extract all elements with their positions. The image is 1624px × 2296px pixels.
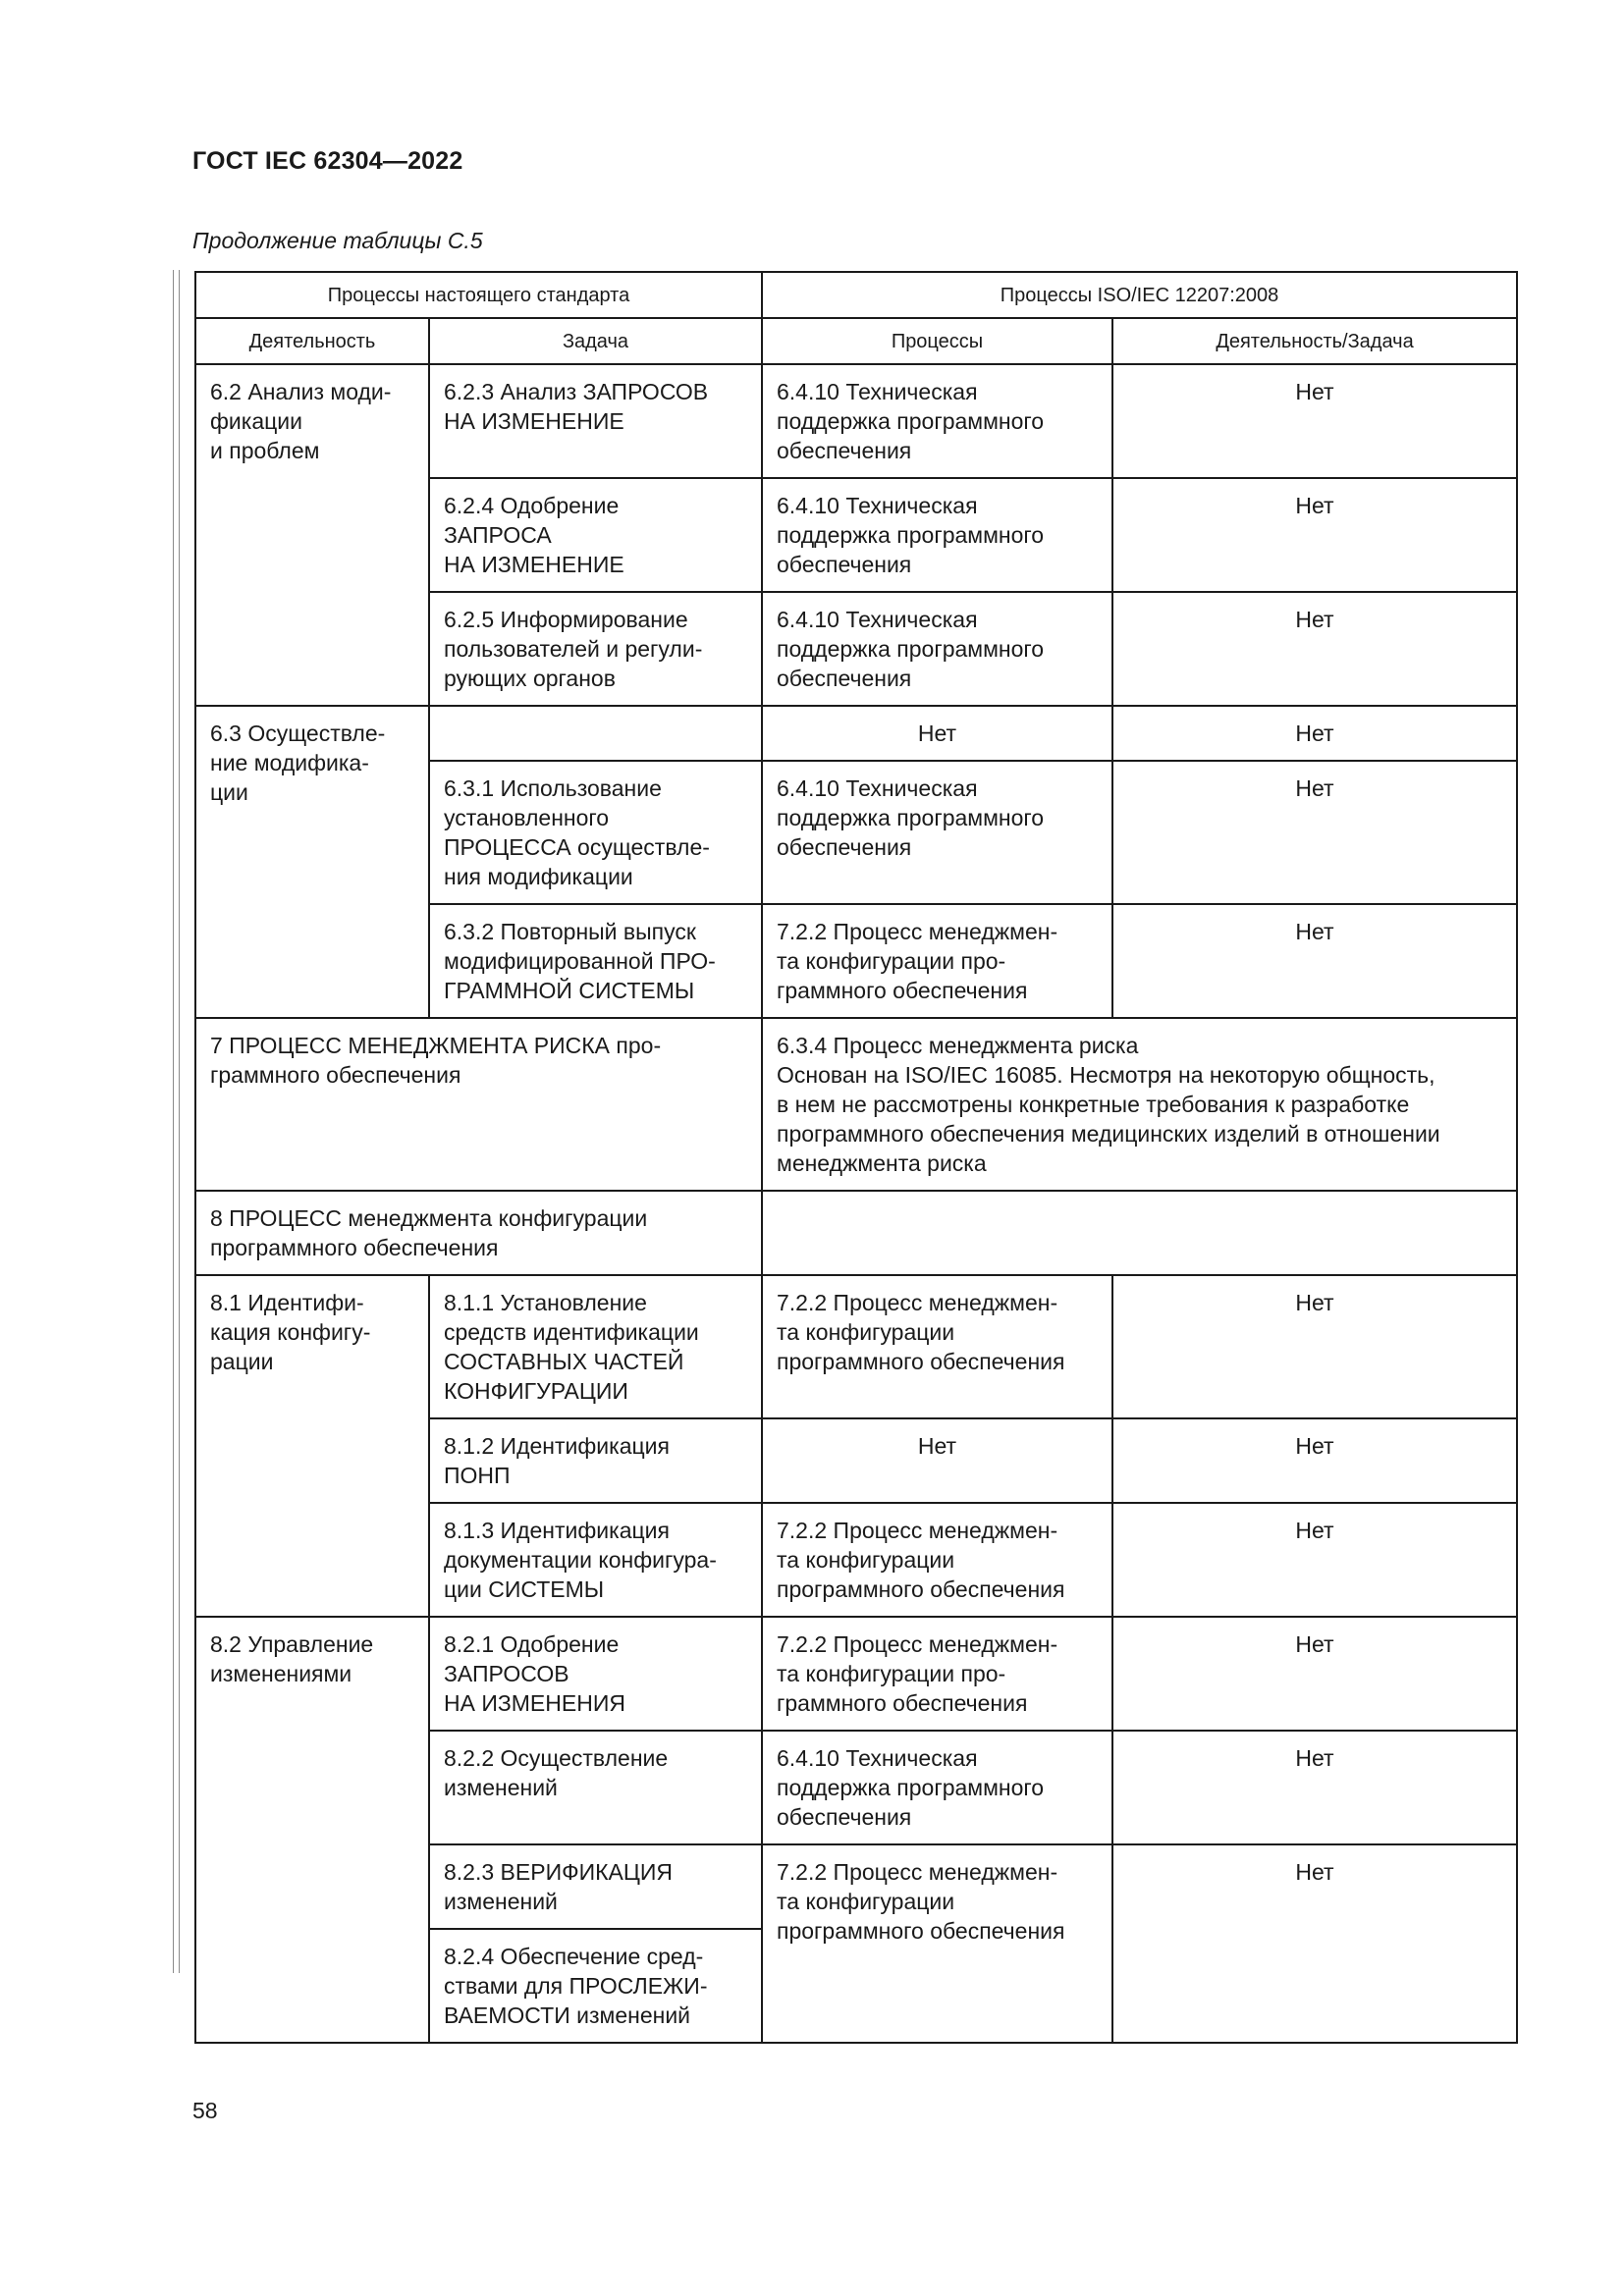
cell-text-line: 6.3.2 Повторный выпуск xyxy=(444,919,696,944)
activity-task-cell: Нет xyxy=(1112,1275,1517,1418)
activity-task-cell: Нет xyxy=(1112,1844,1517,2043)
process-cell xyxy=(762,1731,1112,1844)
comparison-table xyxy=(194,271,1518,2044)
cell-text-line: 7.2.2 Процесс менеджмен- xyxy=(777,1859,1058,1885)
activity-task-cell: Нет xyxy=(1112,761,1517,904)
cell-text-line: фикации xyxy=(210,408,302,434)
cell-text-line: программного обеспечения xyxy=(777,1918,1065,1944)
cell-text-line: ПОНП xyxy=(444,1463,511,1488)
task-cell xyxy=(429,1929,762,2043)
cell-text-line: 7.2.2 Процесс менеджмен- xyxy=(777,1518,1058,1543)
cell-text-line: ние модифика- xyxy=(210,750,369,775)
cell-text-line: поддержка программного xyxy=(777,805,1045,830)
activity-task-cell: Нет xyxy=(1112,904,1517,1018)
activity-task-cell: Нет xyxy=(1112,364,1517,478)
process-cell xyxy=(762,1617,1112,1731)
activity-task-cell: Нет xyxy=(1112,706,1517,761)
cell-text-line: 6.2.5 Информирование xyxy=(444,607,688,632)
header-group-row xyxy=(195,272,1517,318)
table-row xyxy=(195,1191,1517,1275)
cell-text-line: изменений xyxy=(444,1775,558,1800)
cell-text-line: программного обеспечения xyxy=(777,1576,1065,1602)
cell-text-line: обеспечения xyxy=(777,834,912,860)
cell-text-line: граммного обеспечения xyxy=(777,1690,1028,1716)
cell-text-line: обеспечения xyxy=(777,1804,912,1830)
task-cell xyxy=(429,1617,762,1731)
risk-process-cell xyxy=(195,1018,762,1191)
table-row xyxy=(195,1617,1517,1731)
cell-text-line: в нем не рассмотрены конкретные требования к разработке xyxy=(777,1092,1410,1117)
cell-text-line: ВАЕМОСТИ изменений xyxy=(444,2002,691,2028)
cell-text-line: 6.2.3 Анализ ЗАПРОСОВ xyxy=(444,379,709,404)
cell-text-line: 8.2.3 ВЕРИФИКАЦИЯ xyxy=(444,1859,674,1885)
column-header-activity: Деятельность xyxy=(195,318,429,364)
process-cell xyxy=(762,364,1112,478)
risk-process-iso-cell xyxy=(762,1018,1517,1191)
cell-text-line: 8 ПРОЦЕСС менеджмента конфигурации xyxy=(210,1205,648,1231)
cell-text-line: программного обеспечения xyxy=(210,1235,499,1260)
cell-text-line: 6.4.10 Техническая xyxy=(777,1745,978,1771)
cell-text-line: 7.2.2 Процесс менеджмен- xyxy=(777,919,1058,944)
cell-text-line: граммного обеспечения xyxy=(777,978,1028,1003)
cell-text-line: 8.1.3 Идентификация xyxy=(444,1518,670,1543)
cell-text-line: граммного обеспечения xyxy=(210,1062,461,1088)
cell-text-line: ЗАПРОСОВ xyxy=(444,1661,569,1686)
cell-text-line: поддержка программного xyxy=(777,1775,1045,1800)
cell-text-line: установленного xyxy=(444,805,610,830)
cell-text-line: пользователей и регули- xyxy=(444,636,703,662)
activity-cell xyxy=(195,1275,429,1617)
cell-text-line: 6.4.10 Техническая xyxy=(777,379,978,404)
cell-text-line: СОСТАВНЫХ ЧАСТЕЙ xyxy=(444,1349,684,1374)
activity-task-cell: Нет xyxy=(1112,1503,1517,1617)
cell-text-line: рующих органов xyxy=(444,666,616,691)
config-process-iso-cell xyxy=(762,1191,1517,1275)
cell-text-line: Основан на ISO/IEC 16085. Несмотря на некоторую общность, xyxy=(777,1062,1435,1088)
table-caption: Продолжение таблицы С.5 xyxy=(192,228,483,253)
cell-text-line: 8.2 Управление xyxy=(210,1631,374,1657)
process-cell: Нет xyxy=(762,1418,1112,1503)
activity-task-cell: Нет xyxy=(1112,592,1517,706)
process-cell xyxy=(762,1275,1112,1418)
cell-text-line: менеджмента риска xyxy=(777,1150,987,1176)
cell-text-line: 8.1 Идентифи- xyxy=(210,1290,364,1315)
cell-text-line: ции xyxy=(210,779,248,805)
cell-text-line: та конфигурации xyxy=(777,1319,955,1345)
cell-text-line: 6.4.10 Техническая xyxy=(777,493,978,518)
cell-text-line: обеспечения xyxy=(777,552,912,577)
process-cell xyxy=(762,904,1112,1018)
cell-text-line: ГРАММНОЙ СИСТЕМЫ xyxy=(444,978,695,1003)
task-cell xyxy=(429,1731,762,1844)
task-cell xyxy=(429,1418,762,1503)
margin-rule xyxy=(173,270,174,1973)
process-cell xyxy=(762,478,1112,592)
cell-text-line: программного обеспечения xyxy=(777,1349,1065,1374)
process-cell xyxy=(762,761,1112,904)
cell-text-line: КОНФИГУРАЦИИ xyxy=(444,1378,628,1404)
task-cell xyxy=(429,706,762,761)
process-cell: Нет xyxy=(762,706,1112,761)
cell-text-line: ЗАПРОСА xyxy=(444,522,552,548)
cell-text-line: поддержка программного xyxy=(777,522,1045,548)
cell-text-line: изменениями xyxy=(210,1661,352,1686)
margin-rule xyxy=(179,270,180,1973)
activity-cell xyxy=(195,1617,429,2043)
cell-text-line: 6.2 Анализ моди- xyxy=(210,379,392,404)
activity-cell xyxy=(195,706,429,1018)
column-header-activity-task: Деятельность/Задача xyxy=(1112,318,1517,364)
cell-text-line: та конфигурации xyxy=(777,1889,955,1914)
cell-text-line: ния модификации xyxy=(444,864,633,889)
header-iso-processes: Процессы ISO/IEC 12207:2008 xyxy=(762,272,1517,318)
activity-cell xyxy=(195,364,429,706)
table-row xyxy=(195,1018,1517,1191)
cell-text-line: 6.3.4 Процесс менеджмента риска xyxy=(777,1033,1139,1058)
table-row xyxy=(195,706,1517,761)
cell-text-line: программного обеспечения медицинских изделий в отношении xyxy=(777,1121,1440,1147)
config-process-cell xyxy=(195,1191,762,1275)
header-column-row xyxy=(195,318,1517,364)
cell-text-line: изменений xyxy=(444,1889,558,1914)
cell-text-line: поддержка программного xyxy=(777,636,1045,662)
cell-text-line: НА ИЗМЕНЕНИЯ xyxy=(444,1690,625,1716)
activity-task-cell: Нет xyxy=(1112,1418,1517,1503)
cell-text-line: 8.2.4 Обеспечение сред- xyxy=(444,1944,704,1969)
document-title: ГОСТ IEC 62304—2022 xyxy=(192,147,463,175)
cell-text-line: 6.2.4 Одобрение xyxy=(444,493,620,518)
cell-text-line: обеспечения xyxy=(777,666,912,691)
cell-text-line: модифицированной ПРО- xyxy=(444,948,716,974)
cell-text-line: обеспечения xyxy=(777,438,912,463)
task-cell xyxy=(429,1844,762,1929)
cell-text-line: рации xyxy=(210,1349,274,1374)
process-cell xyxy=(762,1503,1112,1617)
cell-text-line: документации конфигура- xyxy=(444,1547,717,1573)
activity-task-cell: Нет xyxy=(1112,478,1517,592)
cell-text-line: ПРОЦЕССА осуществле- xyxy=(444,834,710,860)
cell-text-line: 7.2.2 Процесс менеджмен- xyxy=(777,1290,1058,1315)
cell-text-line: 8.2.2 Осуществление xyxy=(444,1745,669,1771)
cell-text-line: 7 ПРОЦЕСС МЕНЕДЖМЕНТА РИСКА про- xyxy=(210,1033,662,1058)
activity-task-cell: Нет xyxy=(1112,1617,1517,1731)
task-cell xyxy=(429,592,762,706)
cell-text-line: кация конфигу- xyxy=(210,1319,371,1345)
cell-text-line: 7.2.2 Процесс менеджмен- xyxy=(777,1631,1058,1657)
column-header-task: Задача xyxy=(429,318,762,364)
task-cell xyxy=(429,478,762,592)
task-cell xyxy=(429,364,762,478)
cell-text-line: средств идентификации xyxy=(444,1319,699,1345)
cell-text-line: ствами для ПРОСЛЕЖИ- xyxy=(444,1973,708,1999)
cell-text-line: 6.4.10 Техническая xyxy=(777,775,978,801)
cell-text-line: ции СИСТЕМЫ xyxy=(444,1576,605,1602)
process-cell xyxy=(762,1844,1112,2043)
cell-text-line: 8.2.1 Одобрение xyxy=(444,1631,620,1657)
cell-text-line: НА ИЗМЕНЕНИЕ xyxy=(444,408,624,434)
column-header-processes: Процессы xyxy=(762,318,1112,364)
cell-text-line: 6.4.10 Техническая xyxy=(777,607,978,632)
cell-text-line: и проблем xyxy=(210,438,320,463)
cell-text-line: 6.3.1 Использование xyxy=(444,775,662,801)
activity-task-cell: Нет xyxy=(1112,1731,1517,1844)
cell-text-line: НА ИЗМЕНЕНИЕ xyxy=(444,552,624,577)
cell-text-line: поддержка программного xyxy=(777,408,1045,434)
cell-text-line: та конфигурации про- xyxy=(777,948,1006,974)
cell-text-line: 6.3 Осуществле- xyxy=(210,721,386,746)
task-cell xyxy=(429,1275,762,1418)
task-cell xyxy=(429,761,762,904)
table-row xyxy=(195,1275,1517,1418)
cell-text-line: 8.1.2 Идентификация xyxy=(444,1433,670,1459)
task-cell xyxy=(429,904,762,1018)
cell-text-line: 8.1.1 Установление xyxy=(444,1290,647,1315)
cell-text-line: та конфигурации про- xyxy=(777,1661,1006,1686)
cell-text-line: та конфигурации xyxy=(777,1547,955,1573)
table-row xyxy=(195,364,1517,478)
page-number: 58 xyxy=(192,2098,218,2123)
header-standard-processes: Процессы настоящего стандарта xyxy=(195,272,762,318)
task-cell xyxy=(429,1503,762,1617)
process-cell xyxy=(762,592,1112,706)
